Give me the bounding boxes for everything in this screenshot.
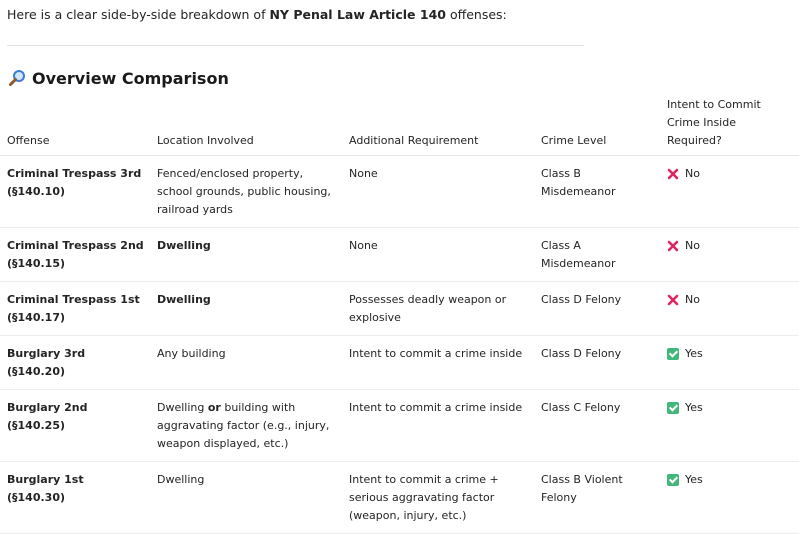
intent-label: Yes — [685, 347, 703, 360]
comparison-table — [0, 96, 799, 534]
intent-cell — [660, 282, 799, 336]
intent-label: Yes — [685, 401, 703, 414]
table-row — [0, 156, 799, 228]
offense-cell: Burglary 2nd (§140.25) — [0, 390, 150, 462]
intro-suffix: offenses: — [445, 7, 507, 22]
offense-cell: Criminal Trespass 2nd (§140.15) — [0, 228, 150, 282]
crime-level-cell: Class C Felony — [534, 390, 660, 462]
table-header-row — [0, 96, 799, 156]
magnifying-glass-icon — [8, 69, 26, 87]
location-cell — [150, 390, 342, 462]
requirement-cell: None — [342, 156, 534, 228]
header-crime-level: Crime Level — [534, 96, 660, 156]
intro-prefix: Here is a clear side-by-side breakdown of — [7, 7, 270, 22]
intro-text — [7, 6, 507, 24]
offense-cell: Burglary 1st (§140.30) — [0, 462, 150, 534]
table-row — [0, 228, 799, 282]
table-row — [0, 336, 799, 390]
location-cell: Any building — [150, 336, 342, 390]
location-cell: Dwelling — [150, 228, 342, 282]
requirement-cell: Intent to commit a crime inside — [342, 390, 534, 462]
header-offense: Offense — [0, 96, 150, 156]
cross-mark-icon — [667, 168, 679, 180]
check-mark-icon — [667, 402, 679, 414]
intent-label: No — [685, 239, 700, 252]
intent-cell — [660, 228, 799, 282]
location-text: Dwelling — [157, 401, 208, 414]
intent-cell — [660, 156, 799, 228]
header-intent: Intent to Commit Crime Inside Required? — [660, 96, 799, 156]
table-row — [0, 390, 799, 462]
intent-label: No — [685, 167, 700, 180]
crime-level-cell: Class A Misdemeanor — [534, 228, 660, 282]
intro-law-name: NY Penal Law Article 140 — [269, 7, 446, 22]
section-heading — [8, 66, 229, 90]
cross-mark-icon — [667, 240, 679, 252]
intent-cell — [660, 336, 799, 390]
cross-mark-icon — [667, 294, 679, 306]
check-mark-icon — [667, 348, 679, 360]
location-cell: Fenced/enclosed property, school grounds, public housing, railroad yards — [150, 156, 342, 228]
table-row — [0, 462, 799, 534]
location-cell: Dwelling — [150, 282, 342, 336]
location-or: or — [207, 401, 221, 414]
intent-cell — [660, 462, 799, 534]
requirement-cell: Possesses deadly weapon or explosive — [342, 282, 534, 336]
offense-cell: Criminal Trespass 1st (§140.17) — [0, 282, 150, 336]
crime-level-cell: Class D Felony — [534, 336, 660, 390]
header-location: Location Involved — [150, 96, 342, 156]
crime-level-cell: Class D Felony — [534, 282, 660, 336]
section-title: Overview Comparison — [32, 68, 229, 88]
header-requirement: Additional Requirement — [342, 96, 534, 156]
intent-label: No — [685, 293, 700, 306]
intent-cell — [660, 390, 799, 462]
requirement-cell: Intent to commit a crime inside — [342, 336, 534, 390]
horizontal-divider — [7, 45, 584, 46]
location-cell: Dwelling — [150, 462, 342, 534]
location-text: building with aggravating factor (e.g., injury, weapon displayed, etc.) — [157, 401, 330, 450]
requirement-cell: Intent to commit a crime + serious aggravating factor (weapon, injury, etc.) — [342, 462, 534, 534]
crime-level-cell: Class B Misdemeanor — [534, 156, 660, 228]
check-mark-icon — [667, 474, 679, 486]
intent-label: Yes — [685, 473, 703, 486]
crime-level-cell: Class B Violent Felony — [534, 462, 660, 534]
offense-cell: Burglary 3rd (§140.20) — [0, 336, 150, 390]
table-row — [0, 282, 799, 336]
offense-cell: Criminal Trespass 3rd (§140.10) — [0, 156, 150, 228]
requirement-cell: None — [342, 228, 534, 282]
